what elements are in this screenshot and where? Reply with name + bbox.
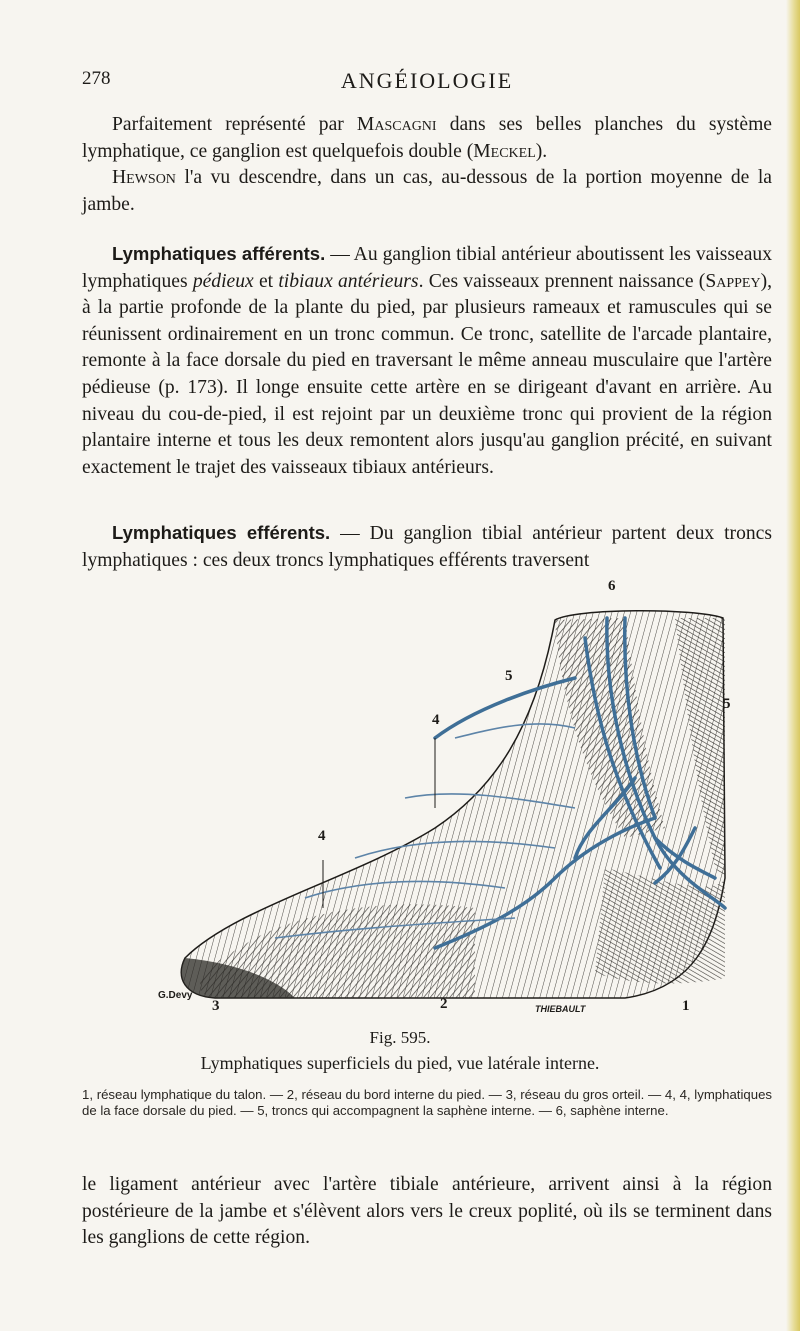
label-2: 2 [440, 996, 448, 1012]
text-run: ), à la partie profonde de la plante du pied, par plusieurs rameaux et ramuscules qui se réunissent ordinairement en un tronc commun. Ce tronc, satellite de l'arcade plantaire, remonte à la face dorsale du pied en traversant le même anneau musculaire que l'artère pédieuse (p. 173). Il longe ensuite cette artère en se dirigeant d'avant en arrière. Au niveau du cou-de-pied, il est rejoint par un deuxième tronc qui provient de la région plantaire interne et tous les deux remontent alors jusqu'au ganglion précité, en suivant exactement le trajet des vaisseaux tibiaux antérieurs. [82, 270, 772, 478]
figure-number: Fig. 595. [369, 1028, 431, 1047]
author-name: Sappey [705, 270, 761, 292]
paragraph-continuation [82, 1172, 772, 1252]
label-5-right: 5 [723, 696, 731, 712]
author-name: Meckel [473, 140, 536, 162]
section-heading: Lymphatiques afférents. [112, 243, 326, 264]
label-3: 3 [212, 998, 220, 1014]
text-run: — Du ganglion tibial antérieur partent deux troncs lymphatiques : ces deux troncs lymphatiques efférents traversent [82, 523, 772, 571]
italic-term: tibiaux antérieurs [278, 270, 419, 292]
artist-signature: G.Devy [158, 990, 193, 1001]
author-name: Mascagni [356, 114, 437, 135]
label-5-left: 5 [505, 668, 513, 684]
text-run: le ligament antérieur avec l'artère tibiale antérieure, arrivent ainsi à la région postérieure de la jambe et s'élèvent alors vers le creux poplité, où ils se terminent dans les ganglions de cette région. [82, 1174, 772, 1249]
paragraph-afferents [82, 241, 772, 481]
text-run: et [258, 270, 274, 292]
running-title: ANGÉIOLOGIE [340, 68, 514, 93]
label-4-upper: 4 [432, 712, 440, 728]
paragraph-mascagni [82, 112, 772, 218]
label-4-lower: 4 [318, 828, 326, 844]
text-run: ). [535, 140, 548, 162]
label-1: 1 [682, 998, 690, 1014]
italic-term: pédieux [192, 270, 254, 292]
text-run: dans ses belles planches du système lymphatique, ce ganglion est quelquefois double ( [82, 114, 773, 162]
section-heading: Lymphatiques efférents. [112, 522, 331, 543]
figure-foot-lymphatics [155, 578, 785, 1018]
figure-caption-title: Lymphatiques superficiels du pied, vue latérale interne. [200, 1053, 600, 1073]
paragraph-efferents [82, 520, 772, 574]
text-run: l'a vu descendre, dans un cas, au-dessous de la portion moyenne de la jambe. [82, 167, 772, 215]
text-run: Parfaitement représenté par [112, 114, 344, 135]
author-name: Hewson [112, 167, 176, 189]
foot-illustration [155, 578, 785, 1018]
running-head [82, 68, 772, 96]
engraver-signature: THIEBAULT [535, 1004, 586, 1014]
text-run: . Ces vaisseaux prennent naissance ( [418, 270, 706, 292]
page-number: 278 [82, 68, 111, 89]
text-run: — Au ganglion tibial antérieur aboutissent les vaisseaux lymphatiques [82, 244, 773, 292]
label-6: 6 [608, 578, 616, 594]
figure-legend: 1, réseau lymphatique du talon. — 2, réseau du bord interne du pied. — 3, réseau du gros orteil. — 4, 4, lymphatiques de la face dorsale du pied. — 5, troncs qui accompagnent la saphène interne. — 6, saphène interne. [82, 1087, 772, 1118]
page-edge [786, 0, 800, 1331]
